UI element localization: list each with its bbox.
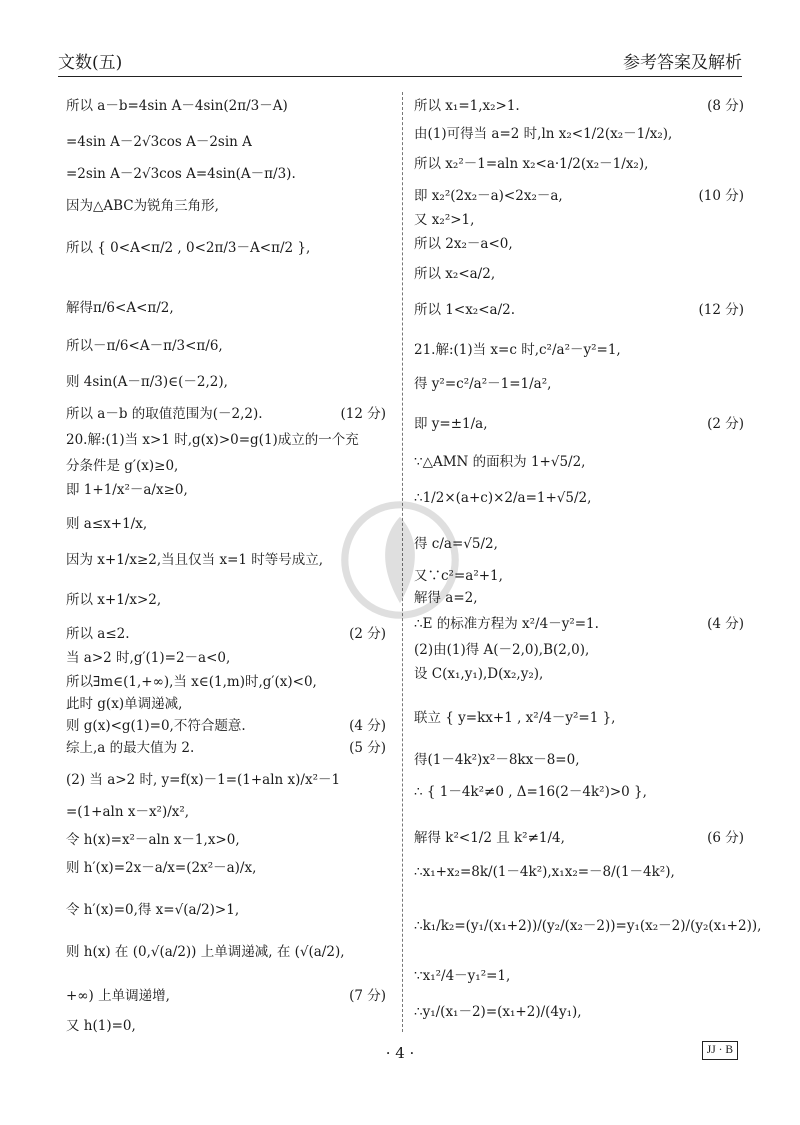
right-column-line-text: ∴x₁+x₂=8k/(1－4k²),x₁x₂=－8/(1－4k²), (414, 864, 675, 880)
right-column-line-text: 又∵c²=a²+1, (414, 568, 503, 584)
left-column-line-text: 综上,a 的最大值为 2. (66, 740, 195, 756)
left-column-line-text: 所以 { 0<A<π/2 , 0<2π/3－A<π/2 }, (66, 240, 311, 256)
right-column-line (414, 234, 744, 254)
right-column-line (414, 1002, 744, 1022)
left-column-line (66, 770, 386, 790)
right-column-line-text: 由(1)可得当 a=2 时,ln x₂<1/2(x₂－1/x₂), (414, 126, 673, 142)
left-column-line-text: 所以 a≤2. (66, 626, 130, 642)
score-mark: (5 分) (349, 740, 386, 756)
score-mark: (10 分) (698, 188, 744, 204)
left-column-line-text: 即 1+1/x²－a/x≥0, (66, 482, 188, 498)
header-right-title: 参考答案及解析 (623, 53, 742, 73)
header-left-title: 文数(五) (58, 53, 123, 73)
score-mark: (7 分) (349, 988, 386, 1004)
left-column-line-text: 分条件是 g′(x)≥0, (66, 458, 179, 474)
right-column-line-text: 又 x₂²>1, (414, 212, 475, 228)
right-column-line (414, 782, 744, 802)
right-column-line-text: 所以 1<x₂<a/2. (414, 302, 516, 318)
right-column-line-text: 所以 x₂<a/2, (414, 266, 496, 282)
left-column-line-text: 因为 x+1/x≥2,当且仅当 x=1 时等号成立, (66, 552, 324, 568)
score-mark: (2 分) (707, 416, 744, 432)
left-column-line (66, 132, 386, 152)
left-column-line-text: 因为△ABC为锐角三角形, (66, 198, 219, 214)
right-column-line-text: 即 y=±1/a, (414, 416, 488, 432)
right-column-line (414, 264, 744, 284)
right-column-line (414, 708, 744, 728)
left-column-line (66, 942, 386, 962)
header-rule (58, 76, 742, 77)
left-column-line (66, 456, 386, 476)
left-column-line (66, 900, 386, 920)
right-column-line (414, 124, 744, 144)
right-column-line (414, 210, 744, 230)
right-column-line (414, 614, 744, 634)
score-mark: (6 分) (707, 830, 744, 846)
right-column-line (414, 374, 744, 394)
right-column-line (414, 488, 744, 508)
left-column-line (66, 858, 386, 878)
right-column-line (414, 588, 744, 608)
edition-code-badge: JJ · B (702, 1041, 738, 1060)
left-column-line (66, 404, 386, 424)
left-column-line (66, 1016, 386, 1036)
left-column-line-text: (2) 当 a>2 时, y=f(x)－1=(1+aln x)/x²－1 (66, 772, 341, 788)
left-column-line-text: 所以－π/6<A－π/3<π/6, (66, 338, 223, 354)
left-column-line-text: 则 h(x) 在 (0,√(a/2)) 上单调递减, 在 (√(a/2), (66, 944, 345, 960)
left-column-line-text: 所以 x+1/x>2, (66, 592, 162, 608)
left-column-line-text: =4sin A－2√3cos A－2sin A (66, 134, 252, 150)
left-column-line-text: 此时 g(x)单调递减, (66, 696, 183, 712)
score-mark: (4 分) (707, 616, 744, 632)
right-column-line-text: ∴ { 1－4k²≠0 , Δ=16(2－4k²)>0 }, (414, 784, 647, 800)
left-column-line-text: 则 h′(x)=2x－a/x=(2x²－a)/x, (66, 860, 257, 876)
left-column-line (66, 986, 386, 1006)
left-column-line (66, 514, 386, 534)
left-column-line-text: 所以 a－b=4sin A－4sin(2π/3－A) (66, 98, 288, 114)
right-column-line-text: ∴1/2×(a+c)×2/a=1+√5/2, (414, 490, 592, 506)
left-column-line (66, 372, 386, 392)
right-column-line (414, 916, 762, 936)
right-column-line (414, 640, 744, 660)
left-column-line-text: 所以 a－b 的取值范围为(－2,2). (66, 406, 263, 422)
left-column-line-text: 又 h(1)=0, (66, 1018, 136, 1034)
left-column-line (66, 96, 386, 116)
score-mark: (8 分) (707, 98, 744, 114)
left-column-line (66, 430, 386, 450)
left-column-line (66, 716, 386, 736)
left-column-line-text: 令 h(x)=x²－aln x－1,x>0, (66, 832, 240, 848)
score-mark: (2 分) (349, 626, 386, 642)
right-column-line (414, 566, 744, 586)
left-column-line (66, 624, 386, 644)
left-column-line (66, 238, 386, 258)
left-column-line-text: 则 g(x)<g(1)=0,不符合题意. (66, 718, 246, 734)
right-column-line (414, 828, 744, 848)
right-column-line-text: ∵△AMN 的面积为 1+√5/2, (414, 454, 586, 470)
page-number: · 4 · (385, 1044, 415, 1062)
left-column-line (66, 802, 386, 822)
right-column-line (414, 154, 744, 174)
right-column-line-text: 所以 x₁=1,x₂>1. (414, 98, 520, 114)
right-column-line (414, 664, 744, 684)
right-column-line-text: 所以 2x₂－a<0, (414, 236, 513, 252)
left-column-line (66, 694, 386, 714)
left-column-line (66, 480, 386, 500)
left-column-line-text: =(1+aln x－x²)/x², (66, 804, 190, 820)
right-column-line (414, 862, 744, 882)
left-column-line-text: 令 h′(x)=0,得 x=√(a/2)>1, (66, 902, 240, 918)
right-column-line (414, 300, 744, 320)
right-column-line-text: 设 C(x₁,y₁),D(x₂,y₂), (414, 666, 544, 682)
left-column-line-text: 则 4sin(A－π/3)∈(－2,2), (66, 374, 228, 390)
right-column-line (414, 414, 744, 434)
right-column-line (414, 452, 744, 472)
right-column-line (414, 340, 744, 360)
left-column-line (66, 672, 386, 692)
left-column-line (66, 196, 386, 216)
score-mark: (4 分) (349, 718, 386, 734)
right-column-line (414, 966, 744, 986)
left-column-line (66, 336, 386, 356)
left-column-line-text: +∞) 上单调递增, (66, 988, 170, 1004)
right-column-line-text: 联立 { y=kx+1 , x²/4－y²=1 }, (414, 710, 616, 726)
right-column-line-text: 所以 x₂²－1=aln x₂<a·1/2(x₂－1/x₂), (414, 156, 649, 172)
left-column-line (66, 298, 386, 318)
right-column-line-text: ∴E 的标准方程为 x²/4－y²=1. (414, 616, 599, 632)
left-column-line (66, 738, 386, 758)
left-column-line (66, 164, 386, 184)
right-column-line (414, 750, 744, 770)
score-mark: (12 分) (340, 406, 386, 422)
left-column-line (66, 550, 386, 570)
right-column-line (414, 534, 744, 554)
right-column-line-text: 得 c/a=√5/2, (414, 536, 498, 552)
right-column-line-text: ∴k₁/k₂=(y₁/(x₁+2))/(y₂/(x₂－2))=y₁(x₂－2)/(y₂(x₁+2)), (414, 918, 762, 934)
right-column-line-text: 得 y²=c²/a²－1=1/a², (414, 376, 552, 392)
right-column-line-text: 解得 a=2, (414, 590, 478, 606)
left-column-line (66, 648, 386, 668)
left-column-line-text: =2sin A－2√3cos A=4sin(A－π/3). (66, 166, 296, 182)
right-column-line-text: 即 x₂²(2x₂－a)<2x₂－a, (414, 188, 563, 204)
right-column-line-text: 21.解:(1)当 x=c 时,c²/a²－y²=1, (414, 342, 621, 358)
left-column-line (66, 830, 386, 850)
right-column-line (414, 96, 744, 116)
right-column-line (414, 186, 744, 206)
left-column-line-text: 20.解:(1)当 x>1 时,g(x)>0=g(1)成立的一个充 (66, 432, 359, 448)
left-column-line-text: 则 a≤x+1/x, (66, 516, 148, 532)
score-mark: (12 分) (698, 302, 744, 318)
left-column-line (66, 590, 386, 610)
right-column-line-text: (2)由(1)得 A(－2,0),B(2,0), (414, 642, 590, 658)
left-column-line-text: 当 a>2 时,g′(1)=2－a<0, (66, 650, 231, 666)
right-column-line-text: 解得 k²<1/2 且 k²≠1/4, (414, 830, 565, 846)
left-column-line-text: 所以∃m∈(1,+∞),当 x∈(1,m)时,g′(x)<0, (66, 674, 317, 690)
right-column-line-text: ∵x₁²/4－y₁²=1, (414, 968, 511, 984)
right-column-line-text: ∴y₁/(x₁－2)=(x₁+2)/(4y₁), (414, 1004, 582, 1020)
left-column-line-text: 解得π/6<A<π/2, (66, 300, 174, 316)
right-column-line-text: 得(1－4k²)x²－8kx－8=0, (414, 752, 580, 768)
